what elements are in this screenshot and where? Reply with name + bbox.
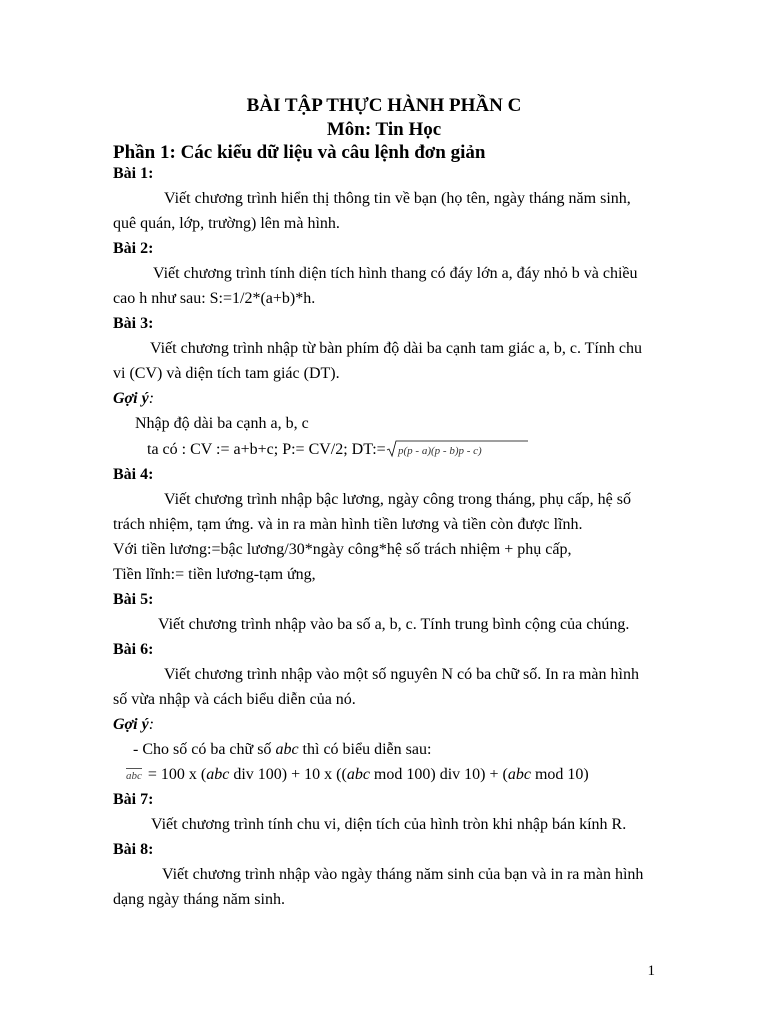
exercise-3-hint-heading (113, 389, 154, 409)
exercise-6-hint1-post: thì có biểu diễn sau: (298, 741, 432, 758)
formula-abc-2: abc (346, 766, 370, 783)
exercise-6-hint1-pre: - Cho số có ba chữ số (133, 741, 276, 758)
exercise-3-hint-label: Gợi ý (113, 390, 149, 407)
exercise-1-label: Bài 1: (113, 165, 154, 182)
formula-mid-2: mod 100) div 10) + ( (369, 766, 508, 783)
exercise-7-label: Bài 7: (113, 791, 154, 808)
formula-abc-3: abc (507, 766, 531, 783)
exercise-4-label: Bài 4: (113, 466, 154, 483)
exercise-6-hint1 (133, 740, 431, 760)
formula-mid-1: div 100) + 10 x (( (229, 766, 347, 783)
exercise-4-line2: trách nhiệm, tạm ứng. và in ra màn hình tiền lương và tiền còn được lĩnh. (113, 516, 583, 533)
exercise-3-line1: Viết chương trình nhập từ bàn phím độ dài ba cạnh tam giác a, b, c. Tính chu (150, 340, 642, 357)
exercise-3-label: Bài 3: (113, 315, 154, 332)
exercise-6-line2: số vừa nhập và cách biểu diễn của nó. (113, 691, 356, 708)
exercise-1-line1: Viết chương trình hiển thị thông tin về bạn (họ tên, ngày tháng năm sinh, (164, 190, 631, 207)
exercise-6-line1: Viết chương trình nhập vào một số nguyên N có ba chữ số. In ra màn hình (164, 666, 639, 683)
formula-abc-1: abc (206, 766, 230, 783)
exercise-2-label: Bài 2: (113, 240, 154, 257)
exercise-5-line1: Viết chương trình nhập vào ba số a, b, c. Tính trung bình cộng của chúng. (158, 616, 630, 633)
exercise-7-line1: Viết chương trình tính chu vi, diện tích của hình tròn khi nhập bán kính R. (151, 816, 627, 833)
exercise-6-hint-label: Gợi ý (113, 716, 149, 733)
exercise-1-line2: quê quán, lớp, trường) lên mà hình. (113, 215, 340, 232)
exercise-6-hint1-abc: abc (275, 741, 299, 758)
exercise-8-line1: Viết chương trình nhập vào ngày tháng năm sinh của bạn và in ra màn hình (162, 866, 644, 883)
exercise-3-hint2: ta có : CV := a+b+c; P:= CV/2; DT:= (147, 441, 386, 458)
exercise-6-label: Bài 6: (113, 641, 154, 658)
formula-end: mod 10) (530, 766, 589, 783)
exercise-6-hint-colon: : (148, 716, 155, 733)
exercise-3-hint2-row (147, 439, 528, 460)
document-subject: Môn: Tin Học (326, 119, 442, 140)
page-number: 1 (647, 963, 655, 979)
part-heading: Phần 1: Các kiểu dữ liệu và câu lệnh đơn giản (113, 142, 486, 163)
sqrt-radical-icon (386, 439, 528, 459)
exercise-2-line2: cao h như sau: S:=1/2*(a+b)*h. (113, 290, 316, 307)
exercise-3-hint1: Nhập độ dài ba cạnh a, b, c (135, 415, 309, 432)
exercise-4-line1: Viết chương trình nhập bậc lương, ngày công trong tháng, phụ cấp, hệ số (164, 491, 631, 508)
exercise-4-line4: Tiền lĩnh:= tiền lương-tạm ứng, (113, 566, 316, 583)
document-title: BÀI TẬP THỰC HÀNH PHẦN C (246, 95, 522, 116)
exercise-2-line1: Viết chương trình tính diện tích hình thang có đáy lớn a, đáy nhỏ b và chiều (153, 265, 638, 282)
exercise-8-label: Bài 8: (113, 841, 154, 858)
exercise-6-hint-heading (113, 715, 154, 735)
exercise-3-hint-colon: : (148, 390, 155, 407)
formula-eq: = 100 x ( (143, 766, 207, 783)
exercise-3-line2: vi (CV) và diện tích tam giác (DT). (113, 365, 340, 382)
overline-abc: abc (126, 770, 142, 782)
sqrt-formula (386, 439, 528, 457)
exercise-4-line3: Với tiền lương:=bậc lương/30*ngày công*hệ số trách nhiệm + phụ cấp, (113, 541, 572, 558)
exercise-8-line2: dạng ngày tháng năm sinh. (113, 891, 285, 908)
exercise-5-label: Bài 5: (113, 591, 154, 608)
sqrt-formula-text: p(p - a)(p - b)p - c) (397, 445, 482, 457)
exercise-6-formula (126, 765, 589, 786)
